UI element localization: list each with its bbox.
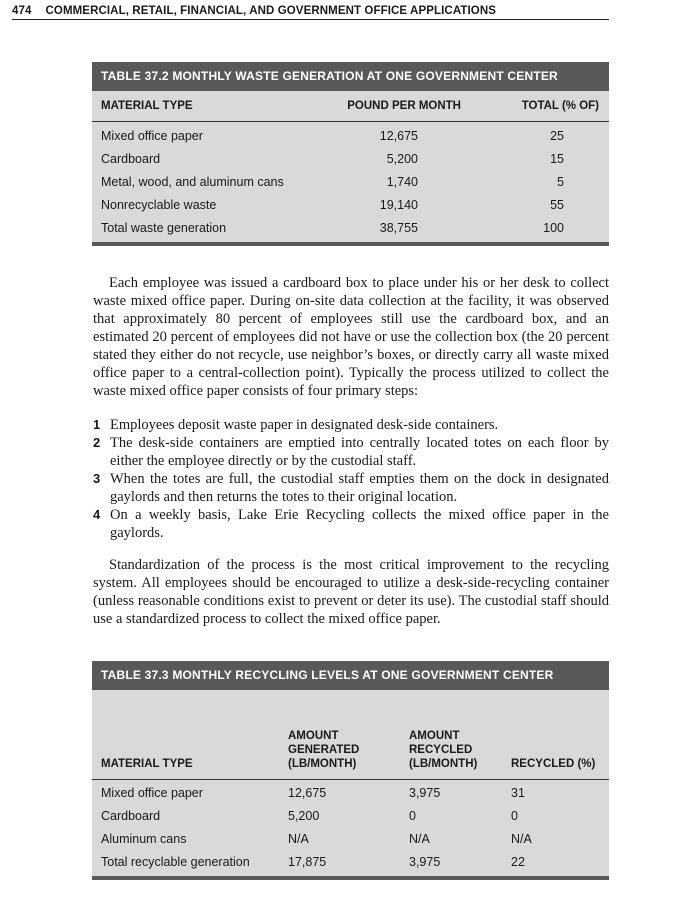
table-row <box>92 148 609 171</box>
table-cell: 5,200 <box>288 809 320 823</box>
table-cell: 22 <box>511 855 525 869</box>
column-header: MATERIAL TYPE <box>101 758 193 770</box>
table-cell: N/A <box>511 832 532 846</box>
table-row <box>92 125 609 148</box>
table-cell: Total waste generation <box>101 221 227 235</box>
list-item <box>93 506 609 542</box>
list-item <box>93 434 609 470</box>
page-number: 474 <box>12 5 32 17</box>
table-body <box>92 690 609 880</box>
table-row <box>92 217 609 240</box>
table-cell: Metal, wood, and aluminum cans <box>101 175 284 189</box>
table-row <box>92 171 609 194</box>
table-cell: Total recyclable generation <box>101 855 250 869</box>
step-text: When the totes are full, the custodial staff empties them on the dock in designated gaylords and then returns the totes to their original location. <box>110 471 609 505</box>
table-cell: 25 <box>550 129 564 143</box>
table-cell: 38,755 <box>379 221 418 235</box>
table-cell: N/A <box>409 832 430 846</box>
column-header: POUND PER MONTH <box>347 100 461 112</box>
table-cell: 55 <box>550 198 564 212</box>
table-cell: 31 <box>511 786 525 800</box>
table-cell: 15 <box>550 152 564 166</box>
table-37-3 <box>92 661 609 880</box>
body-paragraph: Standardization of the process is the most critical improvement to the recycling system. All employees should be encouraged to utilize a desk-side-recycling container (unless reasonable conditions exist to prevent or deter its use). The custodial staff should use a standardized process to collect the mixed office paper. <box>93 557 609 627</box>
step-number: 3 <box>93 471 101 486</box>
step-number: 4 <box>93 507 101 522</box>
running-header <box>12 5 609 20</box>
table-cell: 100 <box>543 221 564 235</box>
table-body <box>92 91 609 246</box>
table-cell: 5,200 <box>386 152 418 166</box>
column-header: TOTAL (% OF) <box>521 100 599 112</box>
table-cell: 12,675 <box>288 786 327 800</box>
table-cell: 3,975 <box>409 786 441 800</box>
table-cell: 19,140 <box>379 198 418 212</box>
table-header-row <box>92 91 609 122</box>
column-header: RECYCLED (%) <box>511 758 596 770</box>
table-row <box>92 782 609 805</box>
table-title: TABLE 37.3 MONTHLY RECYCLING LEVELS AT ONE GOVERNMENT CENTER <box>92 661 609 690</box>
table-row <box>92 194 609 217</box>
table-cell: 1,740 <box>386 175 418 189</box>
table-cell: N/A <box>288 832 309 846</box>
table-cell: Nonrecyclable waste <box>101 198 217 212</box>
table-cell: Mixed office paper <box>101 786 203 800</box>
column-header: MATERIAL TYPE <box>101 100 193 112</box>
table-37-2 <box>92 62 609 246</box>
column-header: AMOUNT RECYCLED (LB/MONTH) <box>409 730 478 770</box>
step-text: On a weekly basis, Lake Erie Recycling collects the mixed office paper in the gaylords. <box>110 507 609 541</box>
table-row <box>92 828 609 851</box>
running-title: COMMERCIAL, RETAIL, FINANCIAL, AND GOVERNMENT OFFICE APPLICATIONS <box>45 5 497 17</box>
table-cell: 0 <box>409 809 416 823</box>
table-header-row <box>92 690 609 780</box>
table-cell: 12,675 <box>379 129 418 143</box>
table-cell: 3,975 <box>409 855 441 869</box>
table-cell: Aluminum cans <box>101 832 187 846</box>
table-row <box>92 851 609 874</box>
table-title: TABLE 37.2 MONTHLY WASTE GENERATION AT ONE GOVERNMENT CENTER <box>92 62 609 91</box>
table-cell: Cardboard <box>101 809 161 823</box>
table-cell: 17,875 <box>288 855 327 869</box>
list-item <box>93 470 609 506</box>
list-item <box>93 416 609 434</box>
step-text: The desk-side containers are emptied into centrally located totes on each floor by either the employee directly or by the custodial staff. <box>110 435 609 469</box>
table-cell: Cardboard <box>101 152 161 166</box>
body-paragraph: Each employee was issued a cardboard box to place under his or her desk to collect waste mixed office paper. During on-site data collection at the facility, it was observed that approximately 80 percent of employees still use the cardboard box, and an estimated 20 percent of employees did not have or use the collection box (the 20 percent stated they either do not recycle, use neighbor’s boxes, or directly carry all waste mixed office paper to a central-collection point). Typically the process utilized to collect the waste mixed office paper consists of four primary steps: <box>93 275 609 399</box>
table-row <box>92 805 609 828</box>
step-number: 1 <box>93 417 101 432</box>
step-text: Employees deposit waste paper in designated desk-side containers. <box>110 417 499 433</box>
column-header: AMOUNT GENERATED (LB/MONTH) <box>288 730 360 770</box>
table-cell: Mixed office paper <box>101 129 203 143</box>
table-cell: 5 <box>557 175 564 189</box>
table-cell: 0 <box>511 809 518 823</box>
steps-list <box>93 416 609 542</box>
step-number: 2 <box>93 435 101 450</box>
